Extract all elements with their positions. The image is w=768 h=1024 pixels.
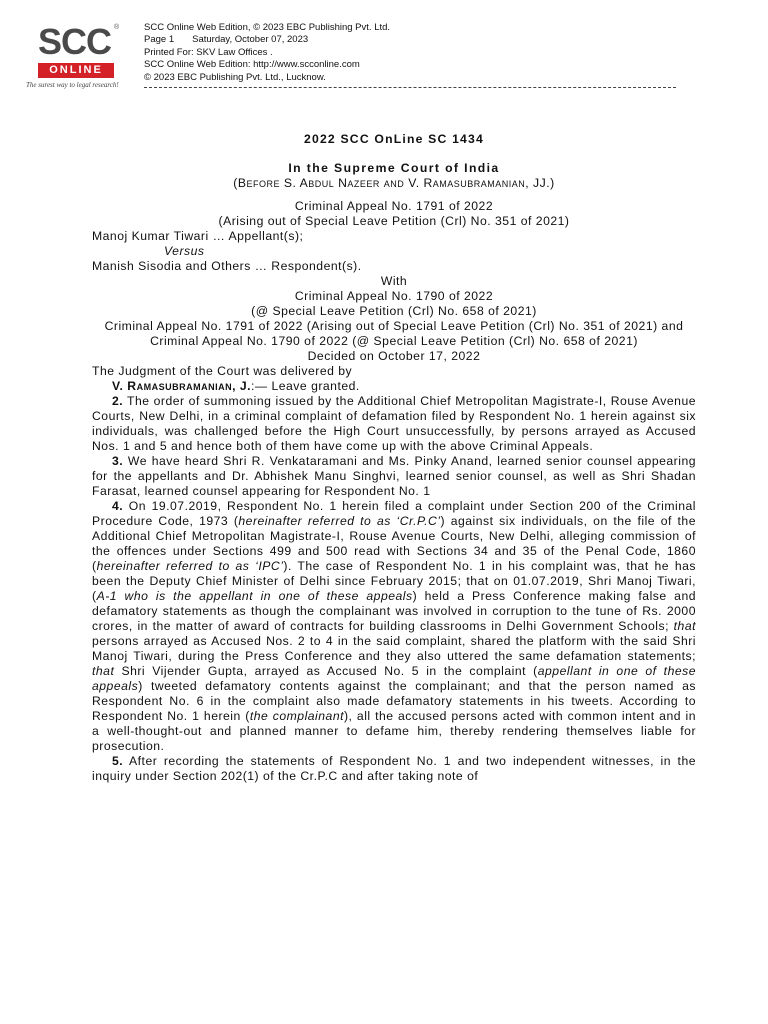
paragraph-4-italic: A-1 who is the appellant in one of these appeals (96, 589, 413, 603)
paragraph-4-text: ) tweeted defamatory contents against the complainant; and that the person named as Respondent No. 6 in the complaint also made defamatory statements in his tweets. According to Respondent No. 1 herein ( (92, 679, 696, 723)
paragraph-4-italic: hereinafter referred to as ‘IPC’ (96, 559, 284, 573)
paragraph-4-italic: that (92, 664, 115, 678)
decision-date: Decided on October 17, 2022 (307, 349, 481, 363)
logo-brand: SCC (38, 21, 112, 62)
paragraph-4-italic: hereinafter referred to as ‘Cr.P.C’ (238, 514, 441, 528)
header-print-date: Saturday, October 07, 2023 (192, 34, 309, 46)
paragraph-5-text: After recording the statements of Respondent No. 1 and two independent witnesses, in the inquiry under Section 202(1) of the Cr.P.C and after taking note of (92, 754, 696, 783)
with-label: With (380, 274, 408, 288)
header-line-url: SCC Online Web Edition: http://www.scconline.com (144, 59, 360, 71)
paragraph-1 (92, 379, 696, 394)
paragraph-4-italic: the complainant (249, 709, 344, 723)
paragraph-2-text: The order of summoning issued by the Additional Chief Metropolitan Magistrate-I, Rouse Avenue Courts, New Delhi, in a criminal complaint of defamation filed by Respondent No. 1 herein against six individuals, was challenged before the High Court unsuccessfully, by persons arrayed as Accused Nos. 1 and 5 and hence both of them have come up with the above Criminal Appeals. (92, 394, 697, 453)
paragraph-4-text: ). The case of Respondent No. 1 in his complaint was, that he has been the Deputy Chief Minister of Delhi since February 2015; that on 01.07.2019, Shri Manoj Tiwari, ( (92, 559, 696, 603)
paragraph-2 (92, 394, 696, 454)
header-line-copyright: SCC Online Web Edition, © 2023 EBC Publishing Pvt. Ltd. (144, 22, 391, 33)
appeal-number-2: Criminal Appeal No. 1790 of 2022 (294, 289, 494, 303)
appeal-1-subtitle: (Arising out of Special Leave Petition (Crl) No. 351 of 2021) (218, 214, 570, 228)
combined-appeals: Criminal Appeal No. 1791 of 2022 (Arising out of Special Leave Petition (Crl) No. 351 of 2021) and Criminal Appeal No. 1790 of 2022 (@ Special Leave Petition (Crl) No. 658 of 2021) (104, 319, 684, 348)
paragraph-number: 3. (112, 454, 124, 468)
paragraph-4-text: persons arrayed as Accused Nos. 2 to 4 in the said complaint, shared the platform with the said Shri Manoj Tiwari, during the Press Conference and they also uttered the same defamation statements; (92, 634, 696, 663)
paragraph-3 (92, 454, 696, 499)
header-line-publisher: © 2023 EBC Publishing Pvt. Ltd., Lucknow. (144, 71, 326, 83)
paragraph-4-text: ) held a Press Conference making false and defamatory statements as though the complainant was involved in corruption to the tune of Rs. 2000 crores, in the matter of award of contracts for building classrooms in Delhi Government Schools; (92, 589, 696, 633)
paragraph-4-text: ), all the accused persons acted with common intent and in a well-thought-out and planned manner to defame him, thereby rendering themselves liable for prosecution. (92, 709, 696, 753)
paragraph-1-text: :— Leave granted. (251, 379, 360, 393)
respondent: Manish Sisodia and Others … Respondent(s). (92, 259, 362, 273)
paragraph-number: 4. (112, 499, 124, 513)
appeal-number-1: Criminal Appeal No. 1791 of 2022 (294, 199, 494, 213)
header-line-printed-for: Printed For: SKV Law Offices . (144, 46, 273, 58)
header-page-date (144, 34, 390, 46)
judgment-body (92, 132, 696, 784)
paragraph-4-text: Shri Vijender Gupta, arrayed as Accused No. 5 in the complaint ( (114, 664, 538, 678)
case-citation: 2022 SCC OnLine SC 1434 (303, 132, 484, 146)
logo-registered-mark: ® (114, 24, 120, 31)
paragraph-number: 2. (112, 394, 124, 408)
scc-online-logo (26, 22, 138, 92)
judge-name: V. Ramasubramanian, J. (112, 379, 252, 393)
header-page-number: Page 1 (144, 34, 175, 46)
paragraph-4-italic: that (673, 619, 696, 633)
bench: (Before S. Abdul Nazeer and V. Ramasubramanian, JJ.) (233, 176, 555, 190)
print-header (144, 22, 390, 84)
paragraph-4-italic: appellant in one of these appeals (92, 664, 696, 693)
logo-tagline: The surest way to legal research! (26, 81, 119, 89)
versus: Versus (164, 244, 205, 258)
paragraph-4-text: On 19.07.2019, Respondent No. 1 herein filed a complaint under Section 200 of the Criminal Procedure Code, 1973 ( (92, 499, 696, 528)
appellant: Manoj Kumar Tiwari … Appellant(s); (92, 229, 304, 243)
paragraph-4-text: ) against six individuals, on the file of the Additional Chief Metropolitan Magistrate-I, Rouse Avenue Courts, New Delhi, alleging commission of the offences under Sections 499 and 500 read with Sections 34 and 35 of the Penal Code, 1860 ( (92, 514, 696, 573)
logo-online-band: ONLINE (38, 63, 114, 78)
judgment-delivered-by: The Judgment of the Court was delivered by (92, 364, 353, 378)
header-divider (144, 87, 676, 88)
court-name: In the Supreme Court of India (288, 161, 500, 175)
paragraph-4 (92, 499, 696, 754)
paragraph-3-text: We have heard Shri R. Venkataramani and Ms. Pinky Anand, learned senior counsel appearing for the appellants and Dr. Abhishek Manu Singhvi, learned senior counsel, as well as Shri Shadan Farasat, learned counsel appearing for Respondent No. 1 (92, 454, 696, 498)
paragraph-5 (92, 754, 696, 784)
paragraph-number: 5. (112, 754, 124, 768)
appeal-2-subtitle: (@ Special Leave Petition (Crl) No. 658 of 2021) (251, 304, 537, 318)
